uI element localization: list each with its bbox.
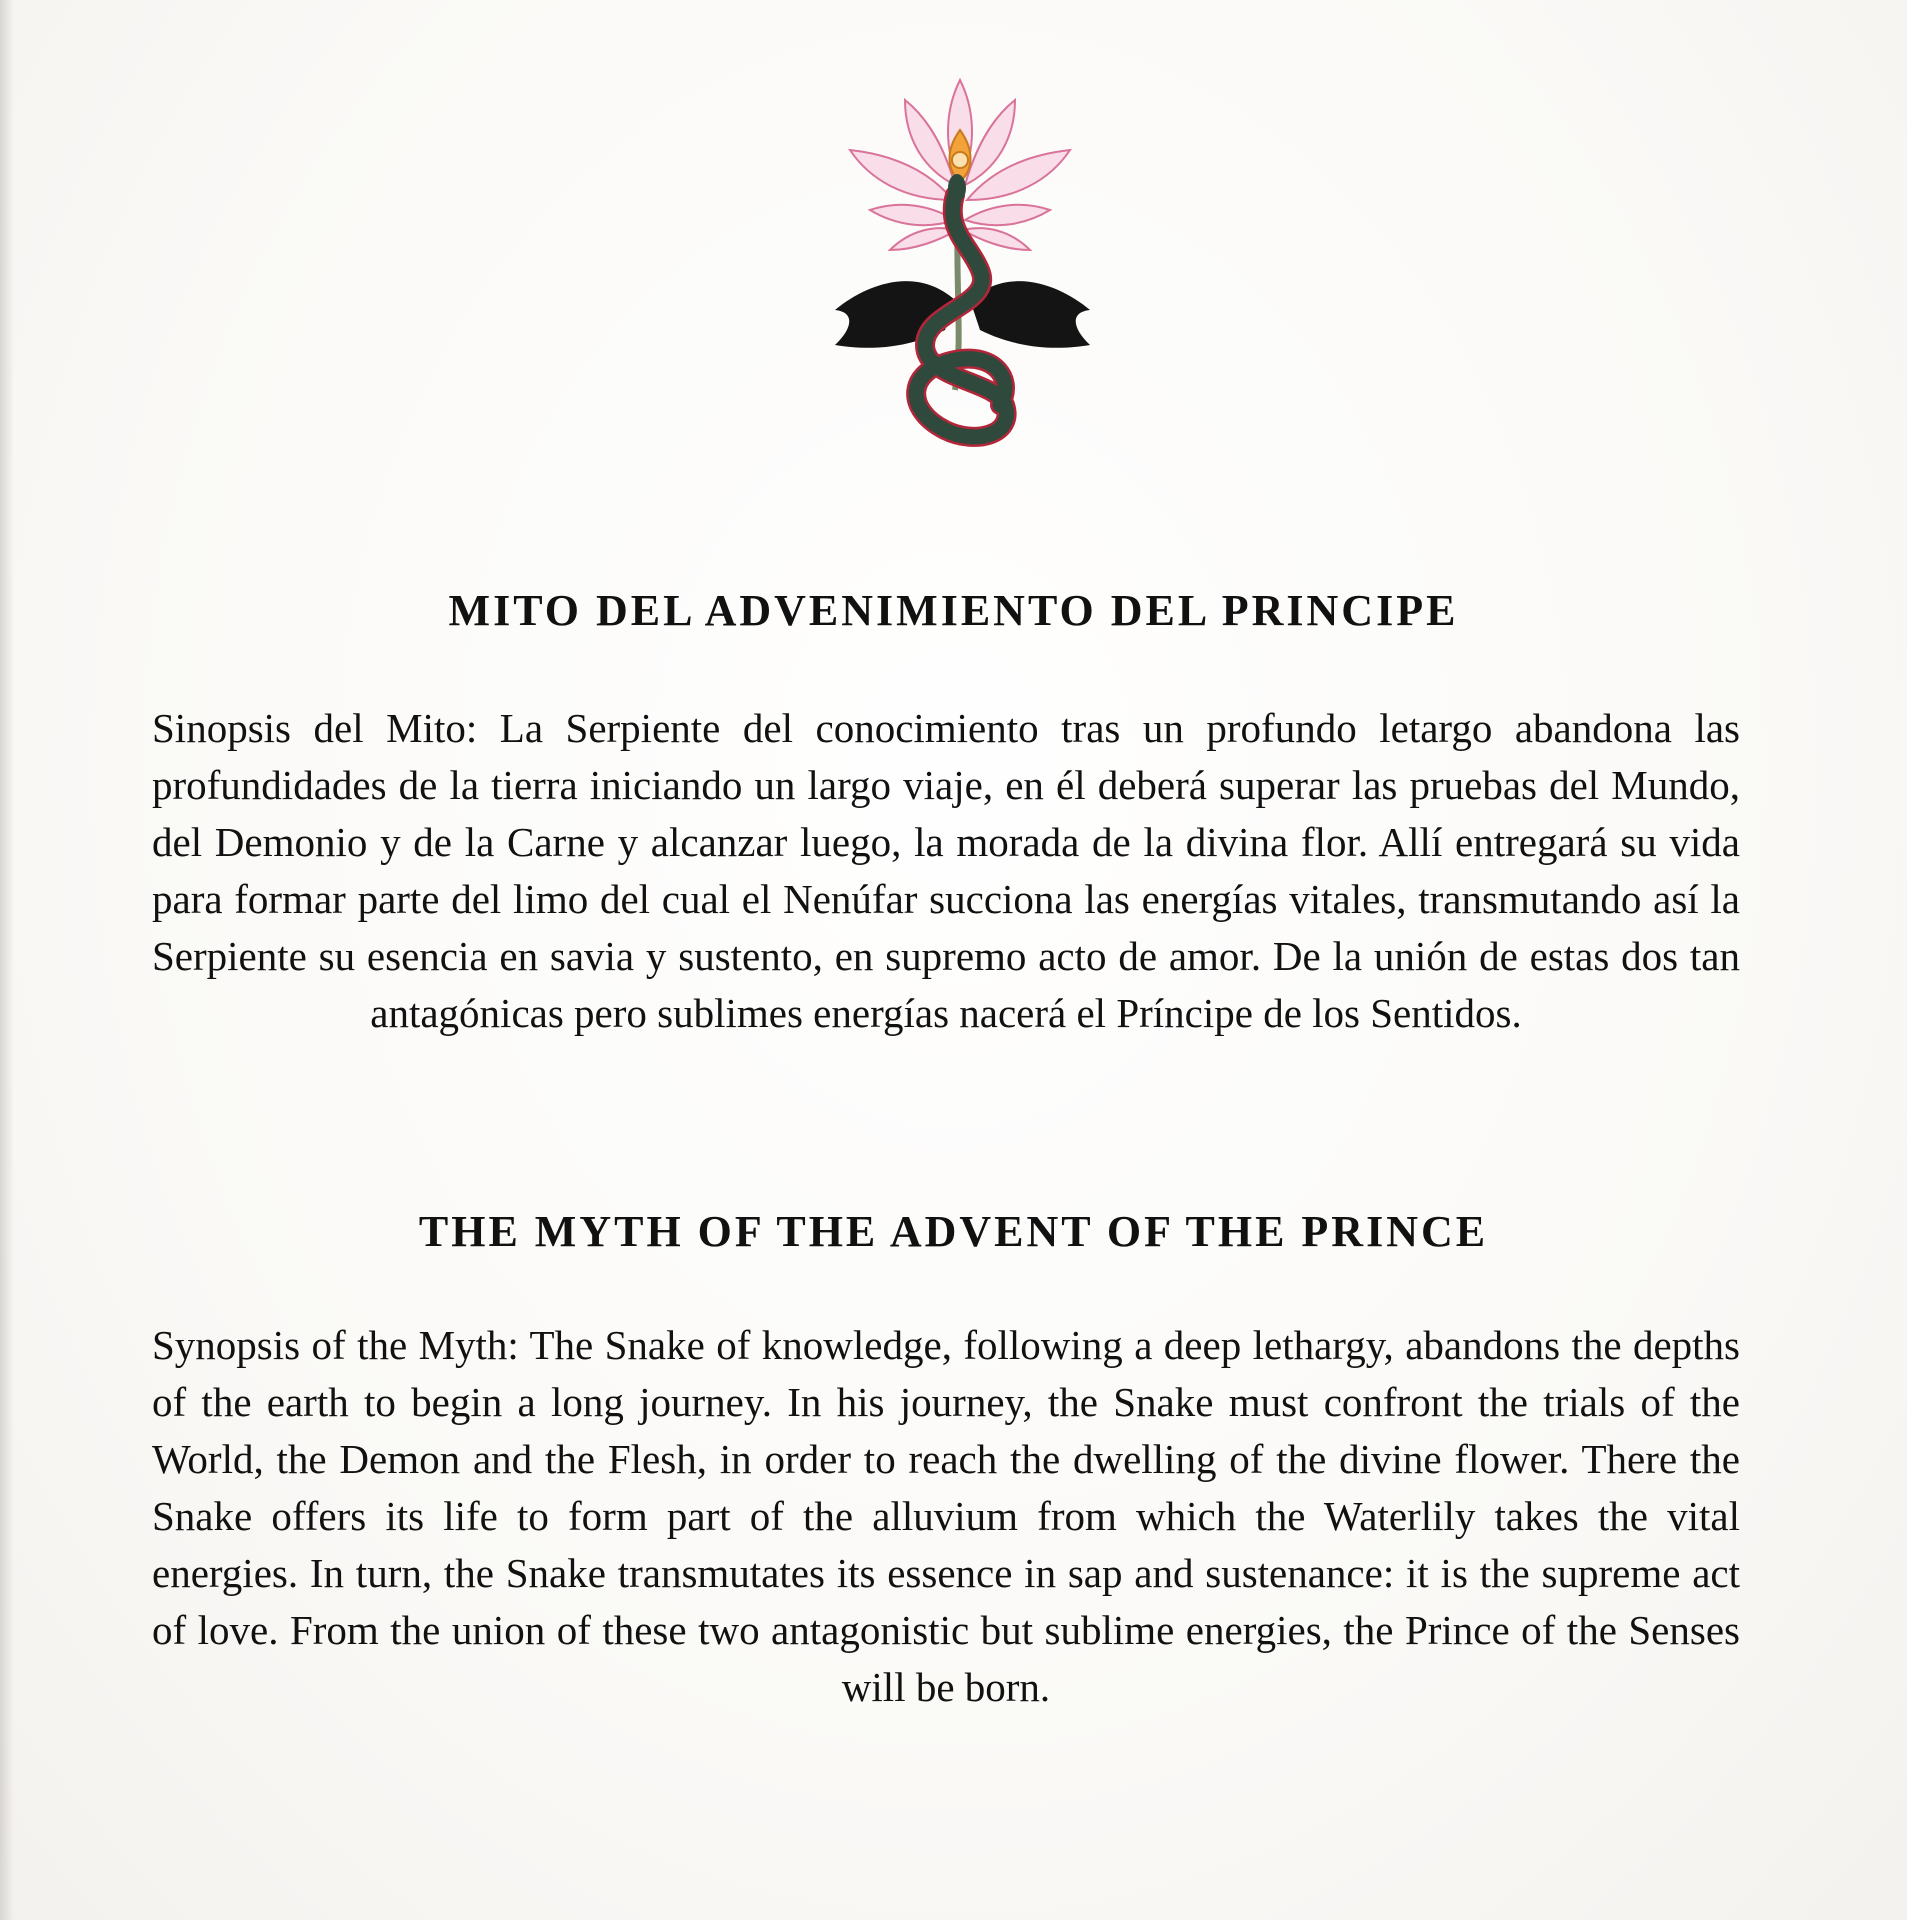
spanish-title: MITO DEL ADVENIMIENTO DEL PRINCIPE <box>448 586 1459 635</box>
serpent-head <box>948 174 966 202</box>
english-title: THE MYTH OF THE ADVENT OF THE PRINCE <box>418 1207 1489 1256</box>
spanish-synopsis: Sinopsis del Mito: La Serpiente del conocimiento tras un profundo letargo abandona las profundidades de la tierra iniciando un largo viaje, en él deberá superar las pruebas del Mundo, del Demonio y de la Carne y alcanzar luego, la morada de la divina flor. Allí entregará su vida para formar parte del limo del cual el Nenúfar succiona las energías vitales, transmutando así la Serpiente su esencia en savia y sustento, en supremo acto de amor. De la unión de estas dos tan antagónicas pero sublimes energías nacerá el Príncipe de los Sentidos. <box>152 705 1740 1036</box>
english-synopsis: Synopsis of the Myth: The Snake of knowledge, following a deep lethargy, abandons the depths of the earth to begin a long journey. In his journey, the Snake must confront the trials of the World, the Demon and the Flesh, in order to reach the dwelling of the divine flower. There the Snake offers its life to form part of the alluvium from which the Waterlily takes the vital energies. In turn, the Snake transmutates its essence in sap and sustenance: it is the supreme act of love. From the union of these two antagonistic but sublime energies, the Prince of the Senses will be born. <box>152 1322 1740 1710</box>
page-fold-shadow <box>0 0 14 1920</box>
lotus-serpent-icon <box>795 60 1125 460</box>
